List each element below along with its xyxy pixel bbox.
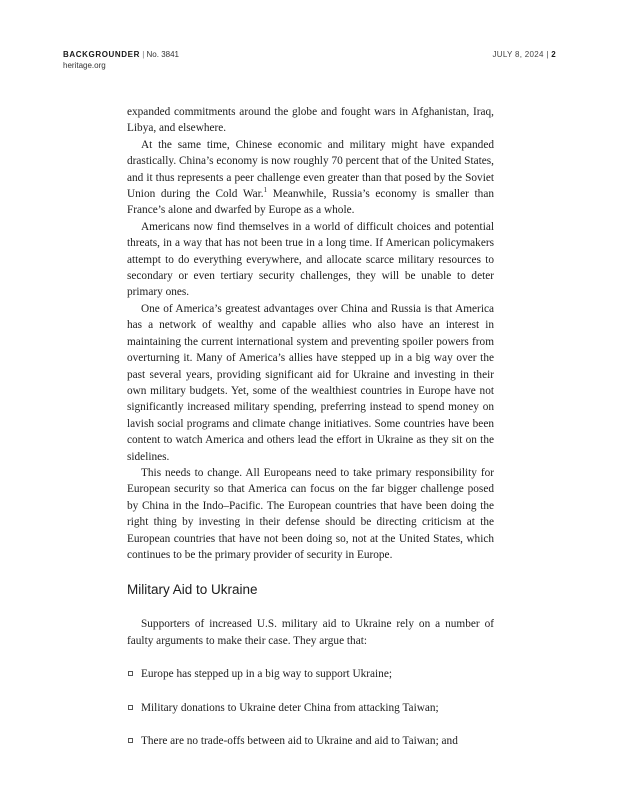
publication-number: No. 3841 (146, 50, 179, 59)
list-item (127, 733, 494, 749)
running-header-right (492, 49, 556, 60)
page-number: 2 (551, 50, 556, 59)
square-bullet-icon (128, 705, 133, 710)
paragraph (127, 137, 494, 219)
section-heading: Military Aid to Ukraine (127, 582, 258, 598)
list-item-text: Military donations to Ukraine deter China from attacking Taiwan; (141, 701, 439, 714)
page-separator: | (546, 50, 549, 59)
list-item-text: Europe has stepped up in a big way to support Ukraine; (141, 668, 392, 681)
paragraph: expanded commitments around the globe and fought wars in Afghanistan, Iraq, Libya, and elsewhere. (127, 106, 494, 135)
list-item (127, 666, 494, 682)
publication-series: BACKGROUNDER (63, 50, 140, 59)
list-item-text: There are no trade-offs between aid to Ukraine and aid to Taiwan; and (141, 735, 458, 747)
publication-date: JULY 8, 2024 (492, 50, 544, 59)
article-body (127, 104, 494, 749)
footnote-reference[interactable]: 1 (263, 186, 268, 195)
paragraph: This needs to change. All Europeans need to take primary responsibility for European security so that America can focus on the far bigger challenge posed by China in the Indo–Pacific. The European countries that have been doing the right thing by investing in their defense should be directing criticism at the European countries that have not been doing so, not at the United States, which continues to be the primary provider of security in Europe. (127, 466, 494, 561)
paragraph-text: Meanwhile, Russia’s economy is smaller than France’s alone and dwarfed by Europe as a whole. (127, 188, 494, 217)
running-header-left (63, 49, 179, 71)
paragraph: Americans now find themselves in a world of difficult choices and potential threats, in a way that has not been true in a long time. If American policymakers attempt to do everything everywhere, and allocate scarce military resources to secondary or even tertiary security challenges, they will be unable to deter primary ones. (127, 220, 494, 299)
header-separator: | (142, 50, 145, 59)
argument-list (127, 666, 494, 749)
square-bullet-icon (128, 671, 133, 676)
list-item (127, 700, 494, 716)
section-intro: Supporters of increased U.S. military aid to Ukraine rely on a number of faulty arguments to make their case. They argue that: (127, 618, 494, 647)
paragraph: One of America’s greatest advantages over China and Russia is that America has a network of wealthy and capable allies who also have an interest in maintaining the current international system and preventing spoiler powers from overturning it. Many of America’s allies have stepped up in a big way over the past several years, providing significant aid for Ukraine and investing in their own military budgets. Yet, some of the wealthiest countries in Europe have not significantly increased military spending, preferring instead to spend money on lavish social programs and climate change initiatives. Some countries have been content to watch America and others lead the effort in Ukraine as they sit on the sidelines. (127, 302, 494, 463)
paragraph-text: At the same time, Chinese economic and military might have expanded drastically. China’s economy is now roughly 70 percent that of the United States, and it thus represents a peer challenge even greater than that posed by the Soviet Union during the Cold War. (127, 138, 494, 201)
site-url: heritage.org (63, 61, 106, 70)
square-bullet-icon (128, 738, 133, 743)
